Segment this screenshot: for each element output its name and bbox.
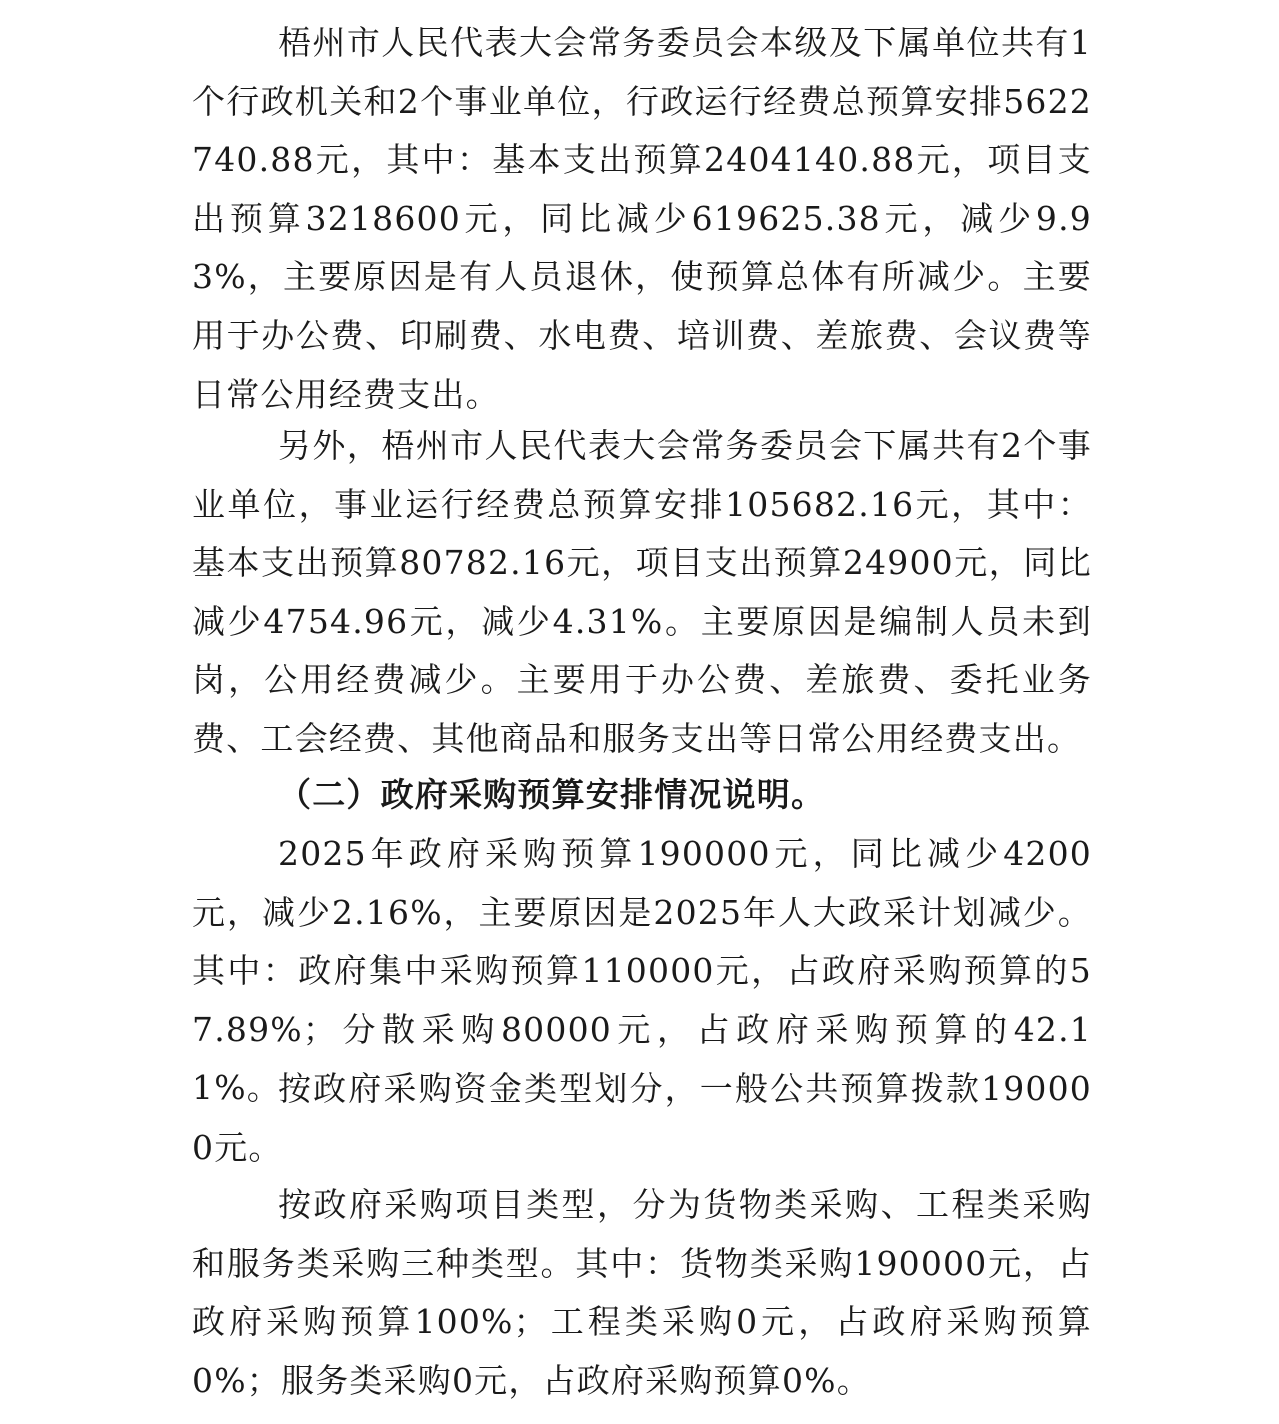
paragraph-administrative-budget: 梧州市人民代表大会常务委员会本级及下属单位共有1个行政机关和2个事业单位，行政运行经费总预算安排5622740.88元，其中：基本支出预算2404140.88元，项目支出预算3218600元，同比减少619625.38元，减少9.93%，主要原因是有人员退休，使预算总体有所减少。主要用于办公费、印刷费、水电费、培训费、差旅费、会议费等日常公用经费支出。 (192, 23, 1092, 414)
paragraph-funding-type: 按政府采购资金类型划分，一般公共预算拨款190000元。 (192, 1069, 1092, 1167)
paragraph-project-type: 按政府采购项目类型，分为货物类采购、工程类采购和服务类采购三种类型。其中：货物类采购190000元，占政府采购预算100%；工程类采购0元，占政府采购预算0%；服务类采购0元，占政府采购预算0%。 (192, 1185, 1092, 1400)
paragraph-institution-budget: 另外，梧州市人民代表大会常务委员会下属共有2个事业单位，事业运行经费总预算安排105682.16元，其中：基本支出预算80782.16元，项目支出预算24900元，同比减少4754.96元，减少4.31%。主要原因是编制人员未到岗，公用经费减少。主要用于办公费、差旅费、委托业务费、工会经费、其他商品和服务支出等日常公用经费支出。 (192, 426, 1092, 758)
paragraph-procurement-budget: 2025年政府采购预算190000元，同比减少4200元，减少2.16%，主要原因是2025年人大政采计划减少。其中：政府集中采购预算110000元，占政府采购预算的57.89%；分散采购80000元，占政府采购预算的42.11%。 (192, 834, 1092, 1108)
section-heading-procurement: （二）政府采购预算安排情况说明。 (278, 775, 826, 814)
